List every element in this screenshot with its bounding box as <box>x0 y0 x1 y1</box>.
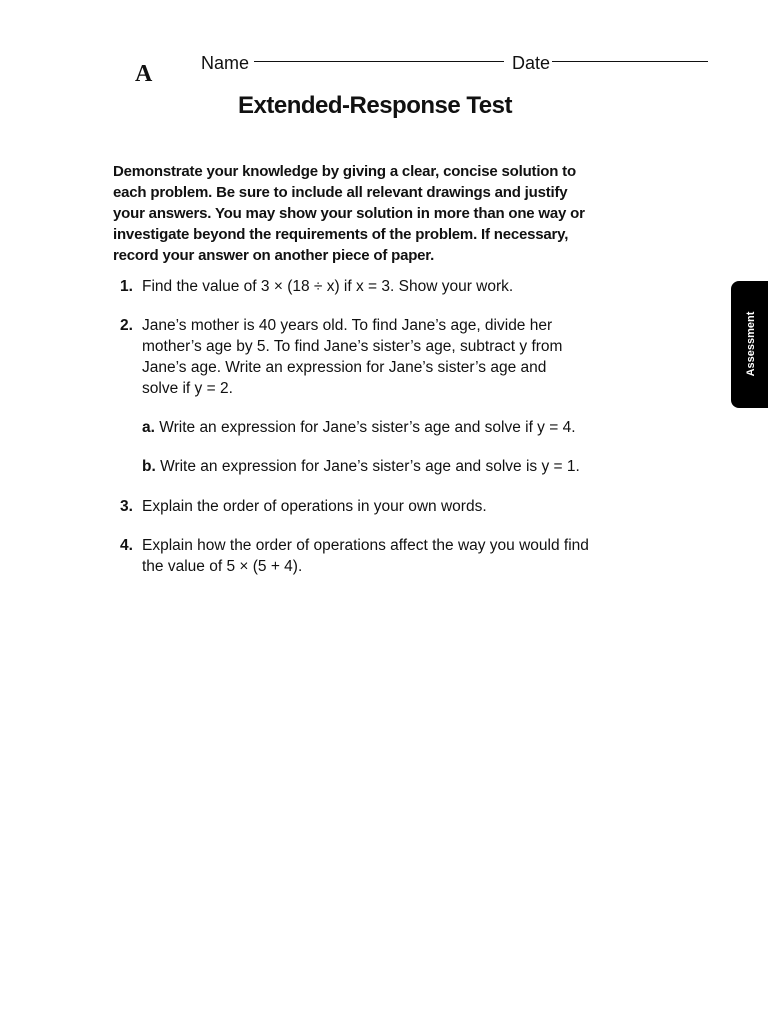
page-title: Extended-Response Test <box>238 92 512 119</box>
problem-number: 2. <box>120 317 133 334</box>
name-label: Name <box>201 53 250 73</box>
form-letter: A <box>135 61 153 87</box>
problem-text: Jane’s mother is 40 years old. To find Jane’s age, divide her mother’s age by 5. To find Jane’s sister’s age, subtract y from Jane’s age. Write an expression for Jane’s sister’s age and solve if y = 2. <box>142 317 563 397</box>
name-line <box>254 61 504 62</box>
date-label: Date <box>512 53 551 73</box>
instructions: Demonstrate your knowledge by giving a clear, concise solution to each problem. Be sure to include all relevant drawings and justify your answers. You may show your solution in more than one way or investigate beyond the requirements of the problem. If necessary, record your answer on another piece of paper. <box>113 163 585 264</box>
part-letter: b. <box>142 458 156 475</box>
problem-4 <box>113 535 603 577</box>
problem-2 <box>113 315 603 399</box>
problem-3 <box>113 496 603 517</box>
problem-text: Explain how the order of operations affect the way you would find the value of 5 × (5 + 4). <box>142 537 589 575</box>
problem-number: 4. <box>120 537 133 554</box>
part-letter: a. <box>142 419 155 436</box>
problem-text: Find the value of 3 × (18 ÷ x) if x = 3. Show your work. <box>142 278 514 295</box>
problem-1 <box>113 276 603 297</box>
problem-number: 1. <box>120 278 133 295</box>
problem-text: Explain the order of operations in your own words. <box>142 498 487 515</box>
part-text: Write an expression for Jane’s sister’s age and solve is y = 1. <box>160 458 580 475</box>
part-text: Write an expression for Jane’s sister’s age and solve if y = 4. <box>159 419 576 436</box>
side-tab <box>731 281 768 408</box>
problem-number: 3. <box>120 498 133 515</box>
side-tab-label: Assessment <box>745 311 757 377</box>
problem-2-part-b <box>142 456 592 477</box>
date-line <box>552 61 708 62</box>
problem-2-part-a <box>142 417 592 438</box>
